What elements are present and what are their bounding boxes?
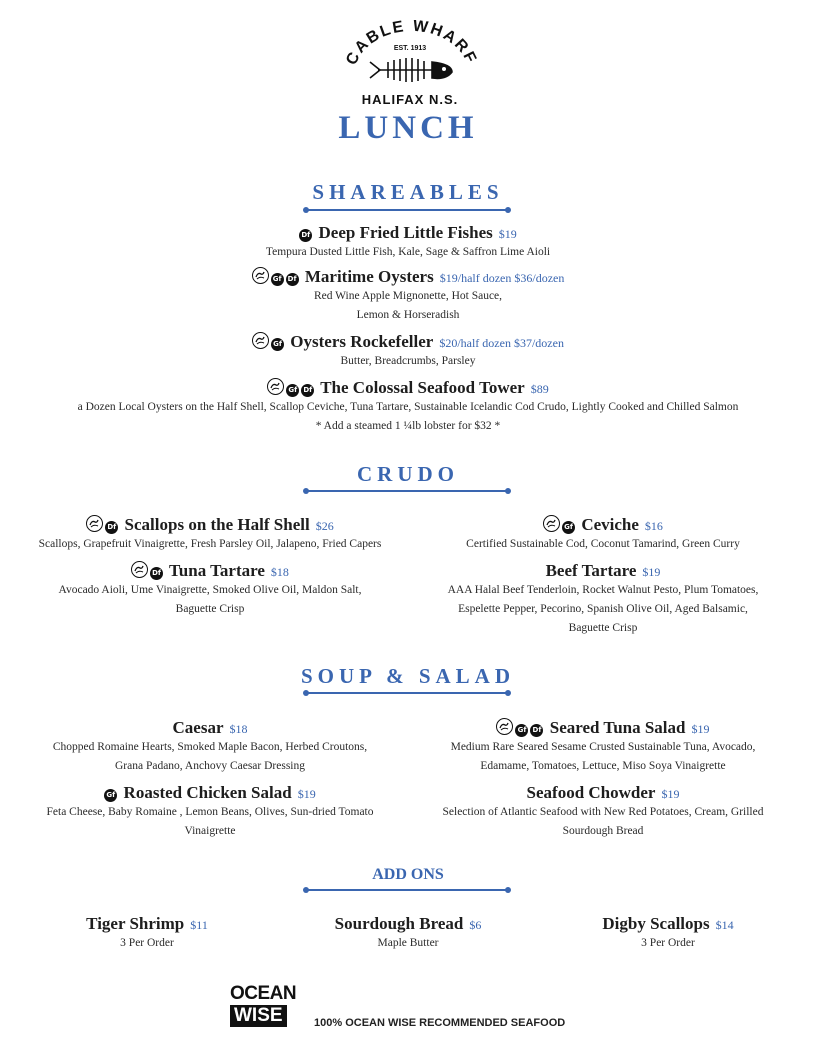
menu-item: [403, 783, 803, 841]
restaurant-logo: [340, 20, 480, 112]
ocean-wise-logo: [230, 985, 306, 1029]
item-name: Tuna Tartare: [169, 561, 265, 580]
item-price: $89: [530, 382, 549, 396]
menu-item: [0, 332, 816, 371]
item-name-row: [403, 515, 803, 535]
item-name-row: [0, 378, 816, 398]
ocean-wise-icon: [86, 515, 103, 532]
item-name: Seared Tuna Salad: [549, 718, 686, 737]
item-name-row: [10, 561, 410, 581]
item-name-row: [0, 223, 816, 243]
item-name-row: [10, 718, 410, 738]
item-price: $18: [229, 722, 248, 736]
item-description: Maple Butter: [377, 937, 439, 949]
item-price: $20/half dozen $37/dozen: [439, 336, 564, 350]
dairy-free-icon: Df: [530, 724, 543, 737]
item-name-row: [403, 561, 803, 581]
item-name-row: [403, 783, 803, 803]
gluten-free-icon: Gf: [104, 789, 117, 802]
item-name: The Colossal Seafood Tower: [320, 378, 525, 397]
dairy-free-icon: Df: [299, 229, 312, 242]
item-description: 3 Per Order: [120, 937, 174, 949]
ocean-wise-icon: [131, 561, 148, 578]
menu-item: [403, 561, 803, 638]
item-description: Red Wine Apple Mignonette, Hot Sauce,: [313, 290, 503, 302]
item-price: $14: [715, 918, 734, 932]
menu-item: [403, 515, 803, 554]
item-description: Espelette Pepper, Pecorino, Spanish Olive Oil, Aged Balsamic,: [458, 603, 748, 615]
section-divider: [306, 209, 508, 211]
item-description: Baguette Crisp: [175, 603, 245, 615]
item-name: Beef Tartare: [545, 561, 637, 580]
dairy-free-icon: Df: [105, 521, 118, 534]
section-title-crudo: CRUDO: [357, 462, 459, 486]
gluten-free-icon: Gf: [271, 273, 284, 286]
section-title-soup-salad: SOUP & SALAD: [300, 664, 516, 688]
add-on-item: [37, 914, 257, 953]
dairy-free-icon: Df: [286, 273, 299, 286]
item-description: Medium Rare Seared Sesame Crusted Sustainable Tuna, Avocado,: [450, 741, 756, 753]
menu-item: [0, 223, 816, 262]
item-description: * Add a steamed 1 ¼lb lobster for $32 *: [315, 420, 501, 432]
item-price: $19: [297, 787, 316, 801]
item-name: Roasted Chicken Salad: [123, 783, 292, 802]
item-name-row: [0, 332, 816, 352]
dairy-free-icon: Df: [301, 384, 314, 397]
ocean-wise-icon: [267, 378, 284, 395]
item-name-row: [0, 267, 816, 287]
add-on-item: [298, 914, 518, 953]
fish-skeleton-icon: [370, 58, 452, 82]
section-title-shareables: SHAREABLES: [312, 180, 504, 204]
item-name-row: [403, 718, 803, 738]
section-divider: [306, 692, 508, 694]
section-divider: [306, 490, 508, 492]
item-name: Tiger Shrimp: [86, 914, 185, 933]
item-description: a Dozen Local Oysters on the Half Shell, Scallop Ceviche, Tuna Tartare, Sustainable Icelandic Cod Crudo, Lightly Cooked and Chilled Salmon: [77, 401, 739, 413]
dairy-free-icon: Df: [150, 567, 163, 580]
item-description: 3 Per Order: [641, 937, 695, 949]
menu-item: [0, 378, 816, 436]
ocean-wise-icon: [496, 718, 513, 735]
item-name: Seafood Chowder: [526, 783, 656, 802]
item-name: Sourdough Bread: [334, 914, 464, 933]
gluten-free-icon: Gf: [286, 384, 299, 397]
item-price: $16: [644, 519, 663, 533]
item-name: Maritime Oysters: [304, 267, 434, 286]
item-price: $11: [190, 918, 208, 932]
ocean-wise-logo-line2: WISE: [230, 1005, 287, 1027]
item-price: $19/half dozen $36/dozen: [439, 271, 565, 285]
item-name: Oysters Rockefeller: [290, 332, 434, 351]
item-name-row: [10, 783, 410, 803]
item-description: Selection of Atlantic Seafood with New Red Potatoes, Cream, Grilled: [442, 806, 764, 818]
gluten-free-icon: Gf: [271, 338, 284, 351]
item-description: Avocado Aioli, Ume Vinaigrette, Smoked Olive Oil, Maldon Salt,: [58, 584, 362, 596]
item-price: $19: [642, 565, 661, 579]
item-name: Ceviche: [581, 515, 639, 534]
section-title-add-ons: ADD ONS: [372, 866, 444, 883]
item-price: $19: [691, 722, 710, 736]
menu-item: [10, 561, 410, 619]
menu-item: [0, 267, 816, 325]
item-price: $19: [498, 227, 517, 241]
item-description: Edamame, Tomatoes, Lettuce, Miso Soya Vinaigrette: [480, 760, 726, 772]
ocean-wise-icon: [543, 515, 560, 532]
item-name: Deep Fried Little Fishes: [318, 223, 493, 242]
menu-title: LUNCH: [338, 110, 478, 146]
add-on-item: [558, 914, 778, 953]
logo-bottom-text: HALIFAX N.S.: [361, 92, 459, 107]
item-description: Vinaigrette: [184, 825, 236, 837]
item-description: Scallops, Grapefruit Vinaigrette, Fresh Parsley Oil, Jalapeno, Fried Capers: [38, 538, 382, 550]
item-description: AAA Halal Beef Tenderloin, Rocket Walnut Pesto, Plum Tomatoes,: [447, 584, 759, 596]
ocean-wise-logo-line1: OCEAN: [230, 983, 297, 1004]
gluten-free-icon: Gf: [562, 521, 575, 534]
item-price: $19: [661, 787, 680, 801]
item-description: Chopped Romaine Hearts, Smoked Maple Bacon, Herbed Croutons,: [52, 741, 368, 753]
item-description: Grana Padano, Anchovy Caesar Dressing: [114, 760, 306, 772]
item-description: Tempura Dusted Little Fish, Kale, Sage & Saffron Lime Aioli: [265, 246, 551, 258]
menu-item: [10, 718, 410, 776]
ocean-wise-icon: [252, 267, 269, 284]
ocean-wise-caption: 100% OCEAN WISE RECOMMENDED SEAFOOD: [314, 1017, 566, 1029]
item-description: Feta Cheese, Baby Romaine , Lemon Beans, Olives, Sun-dried Tomato: [46, 806, 374, 818]
gluten-free-icon: Gf: [515, 724, 528, 737]
section-divider: [306, 889, 508, 891]
item-name: Caesar: [172, 718, 224, 737]
item-description: Certified Sustainable Cod, Coconut Tamarind, Green Curry: [466, 538, 740, 550]
item-description: Lemon & Horseradish: [356, 309, 460, 321]
item-name: Digby Scallops: [602, 914, 710, 933]
item-description: Baguette Crisp: [568, 622, 638, 634]
menu-item: [10, 783, 410, 841]
logo-top-text: CABLE WHARF: [343, 20, 480, 68]
item-price: $26: [315, 519, 334, 533]
item-description: Butter, Breadcrumbs, Parsley: [340, 355, 476, 367]
ocean-wise-icon: [252, 332, 269, 349]
item-description: Sourdough Bread: [562, 825, 644, 837]
logo-est-text: EST. 1913: [393, 45, 427, 52]
item-name: Scallops on the Half Shell: [124, 515, 310, 534]
menu-item: [10, 515, 410, 554]
item-price: $18: [270, 565, 289, 579]
item-price: $6: [469, 918, 482, 932]
item-name-row: [10, 515, 410, 535]
menu-item: [403, 718, 803, 776]
